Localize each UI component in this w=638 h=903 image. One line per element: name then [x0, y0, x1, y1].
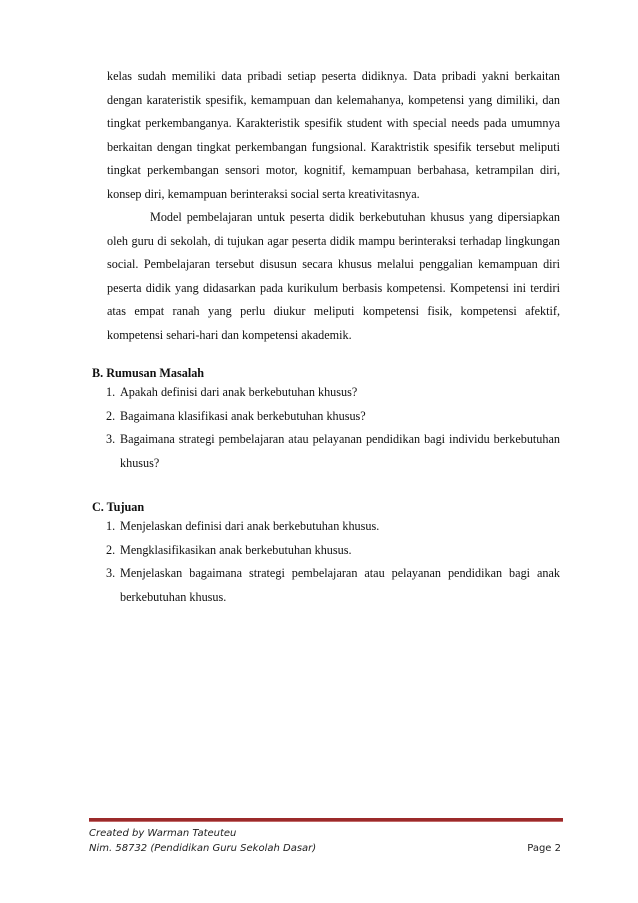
list-item-text: Bagaimana klasifikasi anak berkebutuhan khusus? [120, 408, 366, 423]
list-item-text: Mengklasifikasikan anak berkebutuhan khusus. [120, 542, 352, 557]
list-item [92, 539, 560, 563]
page-footer [89, 826, 563, 856]
footer-nim: Nim. 58732 (Pendidikan Guru Sekolah Dasar) [89, 843, 317, 854]
list-item [92, 405, 560, 429]
list-item-number: 3. [106, 566, 116, 581]
body-paragraph-1: kelas sudah memiliki data pribadi setiap peserta didiknya. Data pribadi yakni berkaitan dengan karateristik spesifik, kemampuan dan kelemahanya, kompetensi yang dimiliki, dan tingkat perkembanganya. Karakteristik spesifik student with special needs pada umumnya berkaitan dengan tingkat perkembangan fungsional. Karaktristik spesifik tersebut meliputi tingkat perkembangan sensori motor, kognitif, kemampuan berbahasa, ketrampilan diri, konsep diri, kemampuan berinteraksi social serta kreativitasnya. [107, 69, 560, 201]
list-item [92, 381, 560, 405]
footer-divider [89, 818, 563, 822]
page-number: Page 2 [527, 843, 561, 854]
list-item-text: Bagaimana strategi pembelajaran atau pelayanan pendidikan bagi individu berkebutuhan khusus? [120, 432, 560, 470]
list-item [92, 515, 560, 539]
tujuan-list [92, 515, 560, 609]
list-item-number: 1. [106, 519, 116, 533]
section-heading-tujuan: C. Tujuan [92, 500, 145, 514]
footer-created-by: Created by Warman Tateuteu [89, 828, 237, 839]
body-paragraph-2: Model pembelajaran untuk peserta didik berkebutuhan khusus yang dipersiapkan oleh guru di sekolah, di tujukan agar peserta didik mampu berinteraksi terhadap lingkungan social. Pembelajaran tersebut disusun secara khusus melalui penggalian kemampuan diri peserta didik yang didasarkan pada kurikulum berbasis kompetensi. Kompetensi ini terdiri atas empat ranah yang perlu diukur meliputi kompetensi fisik, kompetensi afektif, kompetensi sehari-hari dan kompetensi akademik. [107, 210, 560, 342]
list-item-number: 2. [106, 542, 116, 557]
list-item-number: 2. [106, 408, 116, 423]
list-item-number: 1. [106, 385, 116, 399]
list-item [92, 562, 560, 609]
list-item-text: Apakah definisi dari anak berkebutuhan khusus? [120, 385, 358, 399]
list-item [92, 428, 560, 475]
list-item-number: 3. [106, 432, 116, 447]
list-item-text: Menjelaskan bagaimana strategi pembelajaran atau pelayanan pendidikan bagi anak berkebutuhan khusus. [120, 566, 560, 604]
section-heading-rumusan-masalah: B. Rumusan Masalah [92, 366, 205, 380]
list-item-text: Menjelaskan definisi dari anak berkebutuhan khusus. [120, 519, 380, 533]
rumusan-masalah-list [92, 381, 560, 475]
